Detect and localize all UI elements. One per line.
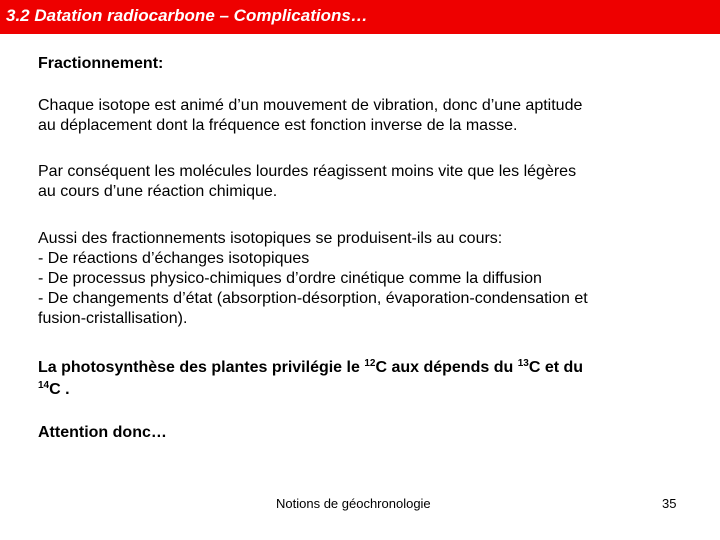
paragraph-photosynthesis <box>38 357 668 401</box>
section-heading: Fractionnement: <box>38 55 164 72</box>
text-line: fusion-cristallisation). <box>38 310 188 327</box>
paragraph-isotope-vibration <box>38 96 668 136</box>
page-number: 35 <box>662 496 677 511</box>
text-line <box>38 357 668 379</box>
text-fragment: C . <box>49 381 70 398</box>
title-bar <box>0 0 720 34</box>
list-item: - De changements d’état (absorption-désorption, évaporation-condensation et <box>38 290 588 307</box>
text-line <box>38 379 668 401</box>
text-line: Aussi des fractionnements isotopiques se produisent-ils au cours: <box>38 230 503 247</box>
text-fragment: La photosynthèse des plantes privilégie le <box>38 359 365 376</box>
text-line: Chaque isotope est animé d’un mouvement de vibration, donc d’une aptitude <box>38 97 583 114</box>
attention-note: Attention donc… <box>38 424 167 441</box>
text-fragment: C et du <box>528 359 584 376</box>
text-line: au cours d’une réaction chimique. <box>38 183 278 200</box>
footer-title: Notions de géochronologie <box>276 496 431 511</box>
isotope-superscript-13: 13 <box>517 358 529 369</box>
list-item: - De réactions d’échanges isotopiques <box>38 250 310 267</box>
text-line: au déplacement dont la fréquence est fonction inverse de la masse. <box>38 117 518 134</box>
paragraph-heavy-molecules <box>38 162 668 202</box>
text-fragment: C aux dépends du <box>375 359 518 376</box>
isotope-superscript-14: 14 <box>38 380 50 391</box>
slide-title: 3.2 Datation radiocarbone – Complications… <box>6 6 368 25</box>
list-item: - De processus physico-chimiques d’ordre cinétique comme la diffusion <box>38 270 542 287</box>
isotope-superscript-12: 12 <box>364 358 376 369</box>
text-line: Par conséquent les molécules lourdes réagissent moins vite que les légères <box>38 163 577 180</box>
paragraph-fractionation-processes <box>38 229 668 329</box>
